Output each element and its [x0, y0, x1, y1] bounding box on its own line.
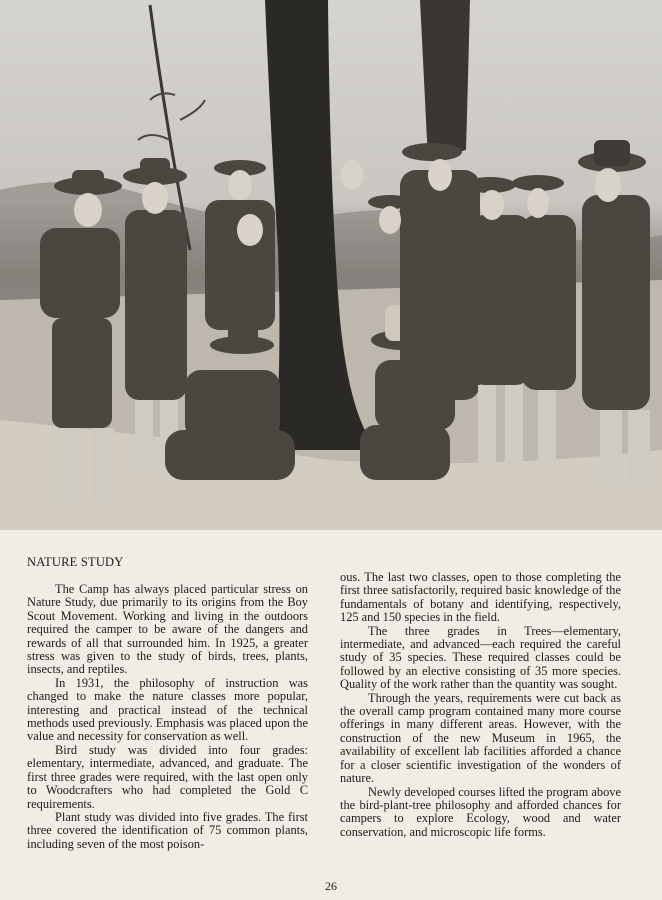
- page-number: 26: [325, 879, 337, 893]
- paragraph: Bird study was divided into four grades: elementary, intermediate, advanced, and graduate. The first three grades were required, with the last open only to Woodcrafters who had completed the Gold C requirements.: [27, 742, 308, 811]
- paragraph: Through the years, requirements were cut back as the overall camp program contained many more course offerings in many different areas. However, with the construction of the new Museum in 1965, the availability of excellent lab facilities afforded a chance for a closer scientific investigation of the wonders of nature.: [340, 690, 621, 786]
- paragraph: In 1931, the philosophy of instruction was changed to make the nature classes more popular, interesting and practical instead of the technical methods used previously. Emphasis was placed upon the value and necessity for conservation as well.: [27, 675, 308, 744]
- paragraph: Plant study was divided into five grades. The first three covered the identification of 75 common plants, including seven of the most poison-: [27, 809, 308, 851]
- left-column: [27, 583, 308, 851]
- paragraph: The three grades in Trees—elementary, intermediate, and advanced—each required the careful study of 35 species. These required classes could be followed by an elective consisting of 35 more species. Quality of the work rather than the quantity was sought.: [340, 623, 621, 692]
- paragraph: ous. The last two classes, open to those completing the first three satisfactorily, required basic knowledge of the fundamentals of botany and identifying, respectively, 125 and 150 species in the field.: [340, 570, 621, 625]
- article-heading: NATURE STUDY: [27, 555, 124, 569]
- paragraph: The Camp has always placed particular stress on Nature Study, due primarily to its origins from the Boy Scout Movement. Working and living in the outdoors required the camper to be aware of the dangers and rewards of all that surrounded him. In 1925, a greater stress was given to the study of birds, trees, plants, insects, and reptiles.: [27, 582, 308, 677]
- right-column: [340, 571, 621, 839]
- paragraph: Newly developed courses lifted the program above the bird-plant-tree philosophy and afforded chances for campers to explore Ecology, wood and water conservation, and microscopic life forms.: [340, 784, 621, 839]
